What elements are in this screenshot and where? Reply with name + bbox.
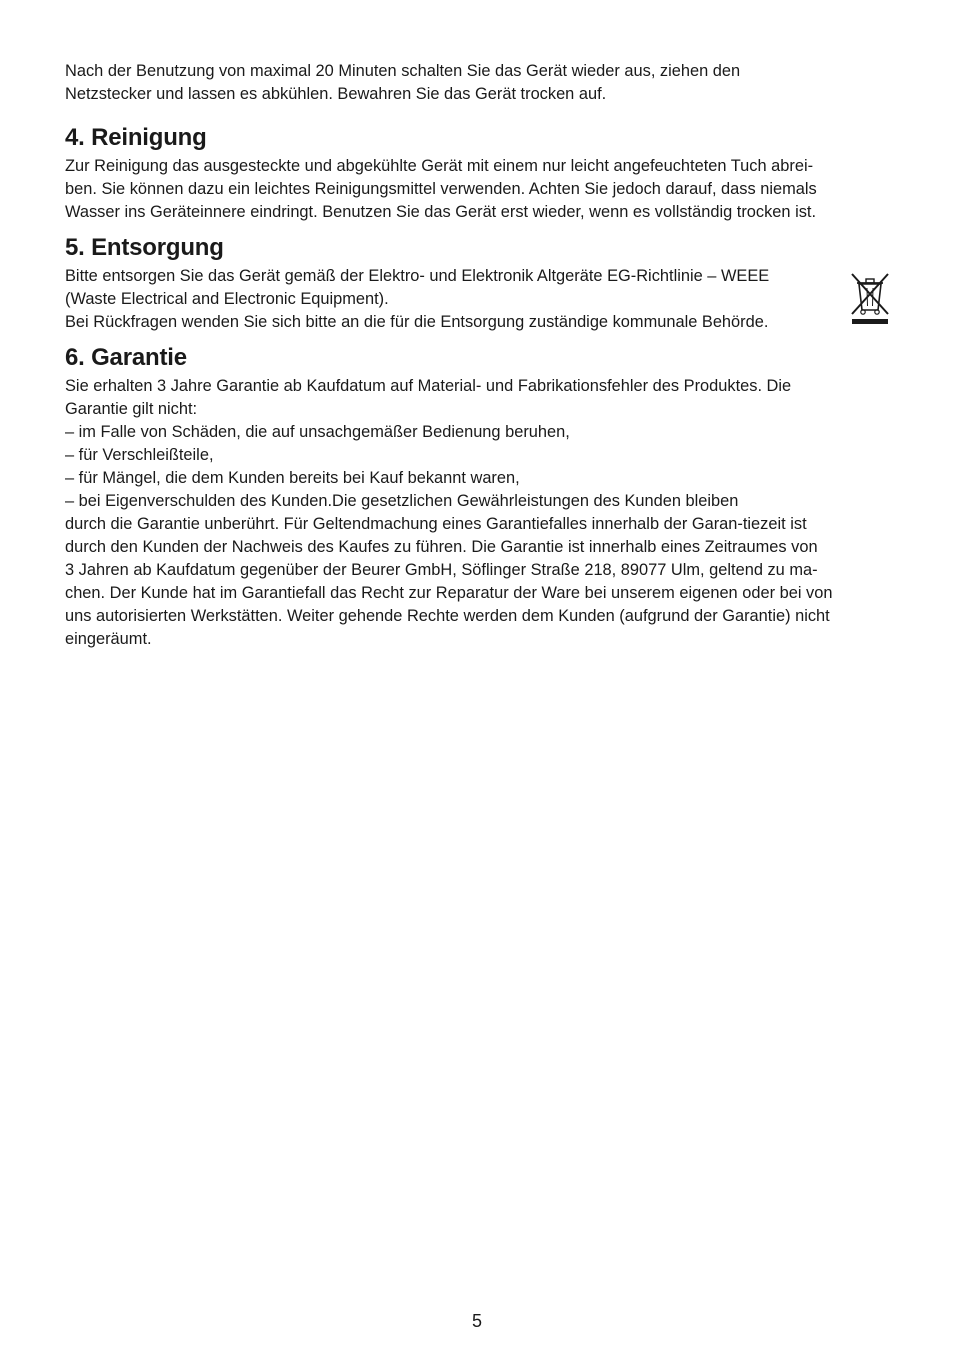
section-heading-reinigung: 4. Reinigung [65, 124, 207, 151]
garantie-line: durch den Kunden der Nachweis des Kaufes zu führen. Die Garantie ist innerhalb eines Zeitraumes von [65, 538, 818, 556]
intro-paragraph [65, 60, 891, 106]
reinigung-line: Zur Reinigung das ausgesteckte und abgekühlte Gerät mit einem nur leicht angefeuchteten Tuch abrei- [65, 157, 814, 175]
entsorgung-line: (Waste Electrical and Electronic Equipment). [65, 290, 389, 308]
garantie-line: durch die Garantie unberührt. Für Geltendmachung eines Garantiefalles innerhalb der Garan-tiezeit ist [65, 515, 807, 533]
weee-crossed-bin-icon [849, 272, 891, 326]
entsorgung-line: Bei Rückfragen wenden Sie sich bitte an die für die Entsorgung zuständige kommunale Behörde. [65, 313, 769, 331]
garantie-line: uns autorisierten Werkstätten. Weiter gehende Rechte werden dem Kunden (aufgrund der Garantie) nicht [65, 607, 830, 625]
section-heading-garantie: 6. Garantie [65, 344, 187, 371]
garantie-line: Garantie gilt nicht: [65, 400, 198, 418]
section-heading-entsorgung: 5. Entsorgung [65, 234, 224, 261]
section-reinigung [65, 124, 891, 224]
garantie-line: 3 Jahren ab Kaufdatum gegenüber der Beurer GmbH, Söflinger Straße 218, 89077 Ulm, geltend zu ma- [65, 561, 818, 579]
garantie-list-item: – bei Eigenverschulden des Kunden.Die gesetzlichen Gewährleistungen des Kunden bleiben [65, 492, 739, 510]
reinigung-line: Wasser ins Geräteinnere eindringt. Benutzen Sie das Gerät erst wieder, wenn es vollständig trocken ist. [65, 203, 817, 221]
section-garantie [65, 344, 891, 651]
garantie-list-item: – für Verschleißteile, [65, 446, 214, 464]
garantie-list-item: – für Mängel, die dem Kunden bereits bei Kauf bekannt waren, [65, 469, 520, 487]
reinigung-line: ben. Sie können dazu ein leichtes Reinigungsmittel verwenden. Achten Sie jedoch darauf, dass niemals [65, 180, 817, 198]
garantie-list-item: – im Falle von Schäden, die auf unsachgemäßer Bedienung beruhen, [65, 423, 570, 441]
intro-line: Netzstecker und lassen es abkühlen. Bewahren Sie das Gerät trocken auf. [65, 85, 607, 103]
page-number: 5 [471, 1311, 482, 1331]
entsorgung-line: Bitte entsorgen Sie das Gerät gemäß der Elektro- und Elektronik Altgeräte EG-Richtlinie – WEEE [65, 267, 770, 285]
garantie-line: chen. Der Kunde hat im Garantiefall das Recht zur Reparatur der Ware bei unserem eigenen oder bei von [65, 584, 833, 602]
garantie-line: Sie erhalten 3 Jahre Garantie ab Kaufdatum auf Material- und Fabrikationsfehler des Produktes. Die [65, 377, 792, 395]
page-content [65, 60, 891, 651]
section-entsorgung [65, 234, 891, 334]
intro-line: Nach der Benutzung von maximal 20 Minuten schalten Sie das Gerät wieder aus, ziehen den [65, 62, 741, 80]
garantie-line: eingeräumt. [65, 630, 152, 648]
